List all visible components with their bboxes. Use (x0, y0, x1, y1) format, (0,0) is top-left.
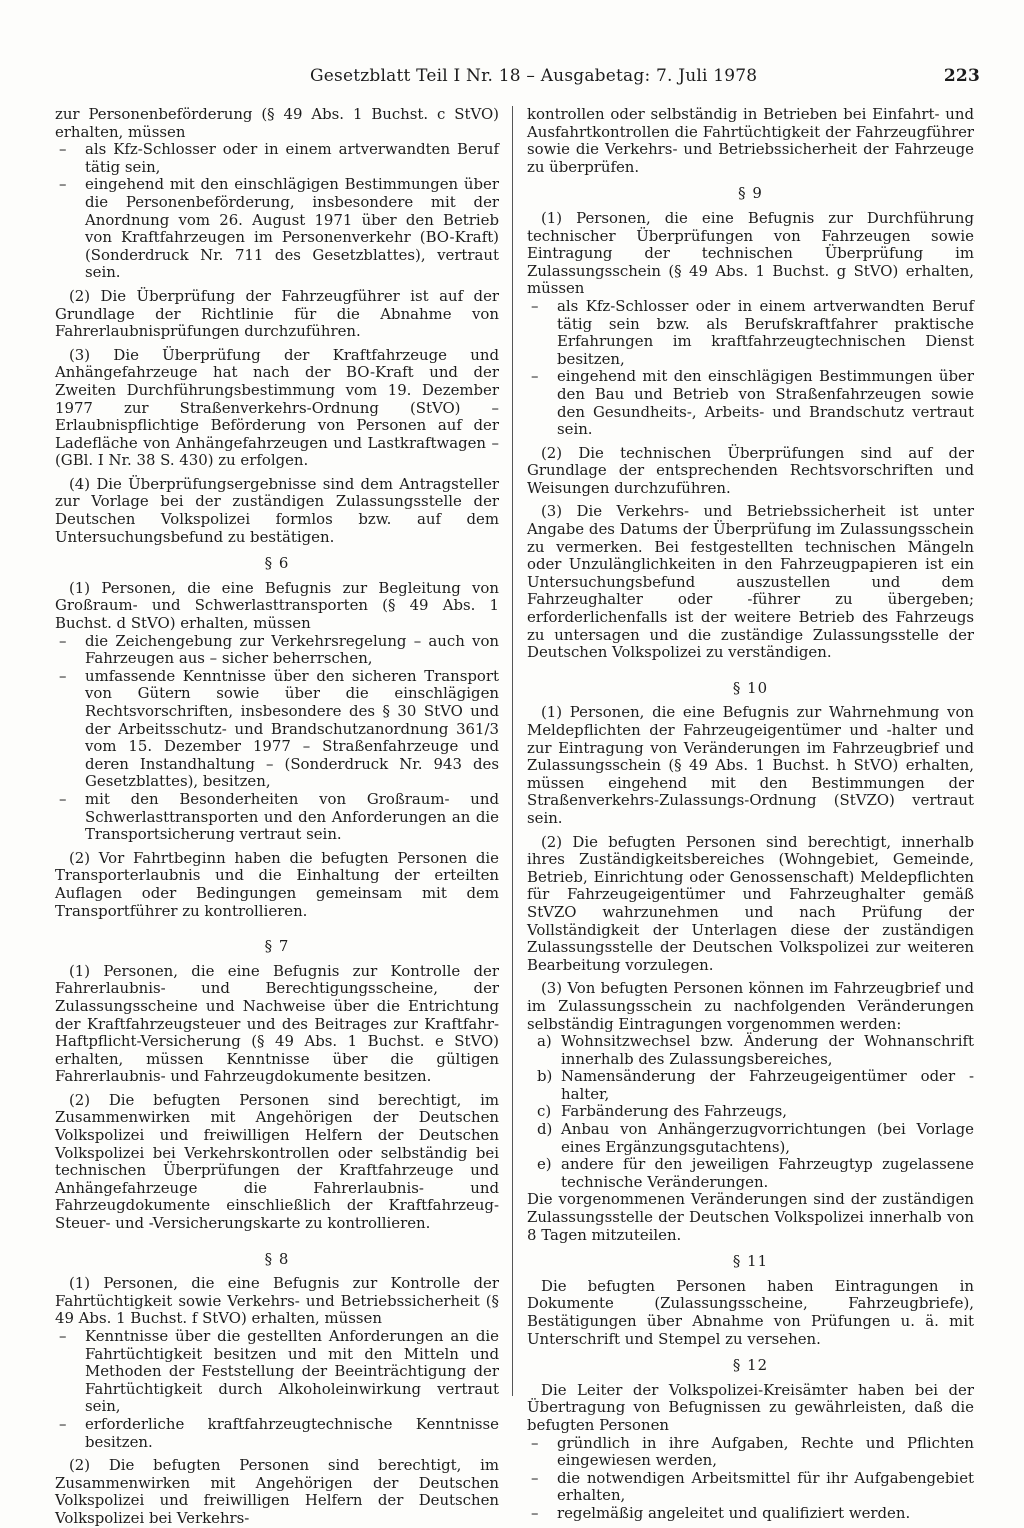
paragraph: (4) Die Überprüfungsergebnisse sind dem Antragsteller zur Vorlage bei der zuständigen Zulassungsstelle der Deutschen Volkspolizei formlos bzw. auf dem Untersuchungsbefund zu bestätigen. (55, 474, 499, 546)
section-heading-11: § 11 (732, 1252, 769, 1271)
dash-item: – erforderliche kraftfahrzeugtechnische Kenntnisse besitzen. (55, 1416, 499, 1451)
paragraph: (2) Die befugten Personen sind berechtigt, innerhalb ihres Zuständigkeitsbereiches (Wohngebiet, Gemeinde, Betrieb, Einrichtung oder Genossenschaft) Meldepflichten für Fahrzeugeigentümer und Fahrzeughalter gemäß StVZO wahrzunehmen und nach Prüfung der Vollständigkeit der Unterlagen diese der zuständigen Zulassungsstelle der Deutschen Volkspolizei zur weiteren Bearbeitung vorzulegen. (527, 832, 974, 974)
dash-item: – die notwendigen Arbeitsmittel für ihr Aufgabengebiet erhalten, (527, 1470, 974, 1505)
dash-item: – regelmäßig angeleitet und qualifiziert werden. (527, 1505, 974, 1523)
dash-item: – Kenntnisse über die gestellten Anforderungen an die Fahrtüchtigkeit besitzen und mit den Mitteln und Methoden der Feststellung der Beeinträchtigung der Fahrtüchtigkeit durch Alkoholeinwirkung vertraut sein, (55, 1328, 499, 1416)
paragraph: (1) Personen, die eine Befugnis zur Kontrolle der Fahrerlaubnis- und Berechtigungsscheine, der Zulassungsscheine und Nachweise über die Entrichtung der Kraftfahrzeugsteuer und des Beitrages zur Kraftfahr-Haftpflicht-Versicherung (§ 49 Abs. 1 Buchst. e StVO) erhalten, müssen Kenntnisse über die gültigen Fahrerlaubnis- und Fahrzeugdokumente besitzen. (55, 961, 499, 1086)
paragraph: (1) Personen, die eine Befugnis zur Kontrolle der Fahrtüchtigkeit sowie Verkehrs- und Betriebssicherheit (§ 49 Abs. 1 Buchst. f StVO) erhalten, müssen (55, 1274, 499, 1328)
section-heading-7: § 7 (264, 937, 290, 956)
paragraph: (2) Die technischen Überprüfungen sind auf der Grundlage der entsprechenden Rechtsvorschriften und Weisungen durchzuführen. (527, 443, 974, 497)
dash-item: – eingehend mit den einschlägigen Bestimmungen über die Personenbeförderung, insbesondere mit der Anordnung vom 26. August 1971 über den Betrieb von Kraftfahrzeugen im Personenverkehr (BO-Kraft) (Sonderdruck Nr. 711 des Gesetzblattes), vertraut sein. (55, 176, 499, 282)
dash-item: – die Zeichengebung zur Verkehrsregelung – auch von Fahrzeugen aus – sicher beherrschen, (55, 633, 499, 668)
dash-item: – eingehend mit den einschlägigen Bestimmungen über den Bau und Betrieb von Straßenfahrzeugen sowie den Gesundheits-, Arbeits- und Brandschutz vertraut sein. (527, 368, 974, 438)
column-divider (512, 106, 513, 1396)
paragraph: (3) Die Verkehrs- und Betriebssicherheit ist unter Angabe des Datums der Überprüfung im Zulassungsschein zu vermerken. Bei festgestellten technischen Mängeln oder Unzulänglichkeiten in den Fahrzeugpapieren ist ein Untersuchungsbefund auszustellen und dem Fahrzeughalter oder -führer zu übergeben; erforderlichenfalls ist der weitere Betrieb des Fahrzeugs zu untersagen und die zuständige Zulassungsstelle der Deutschen Volkspolizei zu verständigen. (527, 502, 974, 662)
enum-text: andere für den jeweiligen Fahrzeugtyp zugelassene technische Veränderungen. (561, 1155, 974, 1191)
paragraph: (3) Die Überprüfung der Kraftfahrzeuge und Anhängefahrzeuge hat nach der BO-Kraft und der Zweiten Durchführungsbestimmung vom 19. Dezember 1977 zur Straßenverkehrs-Ordnung (StVO) – Erlaubnispflichtige Beförderung von Personen auf der Ladefläche von Anhängefahrzeugen und Lastkraftwagen – (GBl. I Nr. 38 S. 430) zu erfolgen. (55, 345, 499, 470)
paragraph: Die Leiter der Volkspolizei-Kreisämter haben bei der Übertragung von Befugnissen zu gewährleisten, daß die befugten Personen (527, 1380, 974, 1434)
dash-item: – gründlich in ihre Aufgaben, Rechte und Pflichten eingewiesen werden, (527, 1435, 974, 1470)
enum-label: e) (537, 1155, 552, 1174)
enum-item-e (527, 1156, 974, 1191)
paragraph: (2) Vor Fahrtbeginn haben die befugten Personen die Transporterlaubnis und die Einhaltung der erteilten Auflagen oder Bedingungen gemeinsam mit dem Transportführer zu kontrollieren. (55, 848, 499, 920)
paragraph: (3) Von befugten Personen können im Fahrzeugbrief und im Zulassungsschein zu nachfolgenden Veränderungen selbständig Eintragungen vorgenommen werden: (527, 979, 974, 1033)
enum-item-d (527, 1121, 974, 1156)
dash-item: – als Kfz-Schlosser oder in einem artverwandten Beruf tätig sein, (55, 141, 499, 176)
header-title: Gesetzblatt Teil I Nr. 18 – Ausgabetag: 7. Juli 1978 (310, 66, 758, 86)
enum-item-b (527, 1068, 974, 1103)
enum-item-c (527, 1103, 974, 1121)
paragraph: kontrollen oder selbständig in Betrieben bei Einfahrt- und Ausfahrtkontrollen die Fahrtüchtigkeit der Fahrzeugführer sowie die Verkehrs- und Betriebssicherheit der Fahrzeuge zu überprüfen. (527, 105, 974, 176)
section-heading-8: § 8 (264, 1249, 290, 1268)
page-number: 223 (943, 66, 980, 86)
dash-item: – als Kfz-Schlosser oder in einem artverwandten Beruf tätig sein bzw. als Berufskraftfahrer praktische Erfahrungen im kraftfahrzeugtechnischen Dienst besitzen, (527, 298, 974, 368)
dash-item: – mit den Besonderheiten von Großraum- und Schwerlasttransporten und den Anforderungen an die Transportsicherung vertraut sein. (55, 791, 499, 844)
page-header (310, 66, 980, 92)
section-heading-6: § 6 (264, 554, 290, 573)
paragraph: (2) Die befugten Personen sind berechtigt, im Zusammenwirken mit Angehörigen der Deutschen Volkspolizei und freiwilligen Helfern der Deutschen Volkspolizei bei Verkehrskontrollen oder selbständig bei technischen Überprüfungen der Kraftfahrzeuge und Anhängefahrzeuge die Fahrerlaubnis- und Fahrzeugdokumente einschließlich der Kraftfahrzeug-Steuer- und -Versicherungskarte zu kontrollieren. (55, 1090, 499, 1233)
paragraph: Die vorgenommenen Veränderungen sind der zuständigen Zulassungsstelle der Deutschen Volkspolizei innerhalb von 8 Tagen mitzuteilen. (527, 1190, 974, 1244)
enum-label: d) (537, 1120, 553, 1139)
paragraph: (1) Personen, die eine Befugnis zur Wahrnehmung von Meldepflichten der Fahrzeugeigentümer und -halter und zur Eintragung von Veränderungen im Fahrzeugbrief und Zulassungsschein (§ 49 Abs. 1 Buchst. h StVO) erhalten, müssen eingehend mit den Bestimmungen der Straßenverkehrs-Zulassungs-Ordnung (StVZO) vertraut sein. (527, 703, 974, 827)
dash-item: – umfassende Kenntnisse über den sicheren Transport von Gütern sowie über die einschlägigen Rechtsvorschriften, insbesondere des § 30 StVO und der Arbeitsschutz- und Brandschutzanordnung 361/3 vom 15. Dezember 1977 – Straßenfahrzeuge und deren Instandhaltung – (Sonderdruck Nr. 943 des Gesetzblattes), besitzen, (55, 668, 499, 791)
paragraph: Die befugten Personen haben Eintragungen in Dokumente (Zulassungsscheine, Fahrzeugbriefe), Bestätigungen über Abnahme von Prüfungen u. ä. mit Unterschrift und Stempel zu versehen. (527, 1276, 974, 1348)
paragraph: (2) Die befugten Personen sind berechtigt, im Zusammenwirken mit Angehörigen der Deutschen Volkspolizei und freiwilligen Helfern der Deutschen Volkspolizei bei Verkehrs- (55, 1456, 499, 1527)
enum-text: Anbau von Anhängerzugvorrichtungen (bei Vorlage eines Ergänzungsgutachtens), (561, 1120, 974, 1156)
enum-label: c) (537, 1102, 552, 1121)
enum-text: Farbänderung des Fahrzeugs, (561, 1102, 788, 1121)
enum-item-a (527, 1033, 974, 1068)
right-column (527, 106, 974, 1523)
left-column (55, 106, 499, 1528)
paragraph: zur Personenbeförderung (§ 49 Abs. 1 Buchst. c StVO) erhalten, müssen (55, 105, 499, 141)
paragraph: (1) Personen, die eine Befugnis zur Durchführung technischer Überprüfungen von Fahrzeugen sowie Eintragung der technischen Überprüfung im Zulassungsschein (§ 49 Abs. 1 Buchst. g StVO) erhalten, müssen (527, 208, 974, 298)
enum-text: Wohnsitzwechsel bzw. Änderung der Wohnanschrift innerhalb des Zulassungsbereiches, (561, 1032, 974, 1068)
paragraph: (1) Personen, die eine Befugnis zur Begleitung von Großraum- und Schwerlasttransporten (§ 49 Abs. 1 Buchst. d StVO) erhalten, müssen (55, 578, 499, 633)
enum-text: Namensänderung der Fahrzeugeigentümer oder -halter, (561, 1067, 974, 1103)
enum-label: a) (537, 1032, 552, 1051)
enum-label: b) (537, 1067, 553, 1086)
paragraph: (2) Die Überprüfung der Fahrzeugführer ist auf der Grundlage der Richtlinie für die Abnahme von Fahrerlaubnisprüfungen durchzuführen. (55, 286, 499, 341)
section-heading-12: § 12 (732, 1356, 769, 1375)
section-heading-9: § 9 (738, 184, 763, 203)
section-heading-10: § 10 (732, 678, 769, 697)
